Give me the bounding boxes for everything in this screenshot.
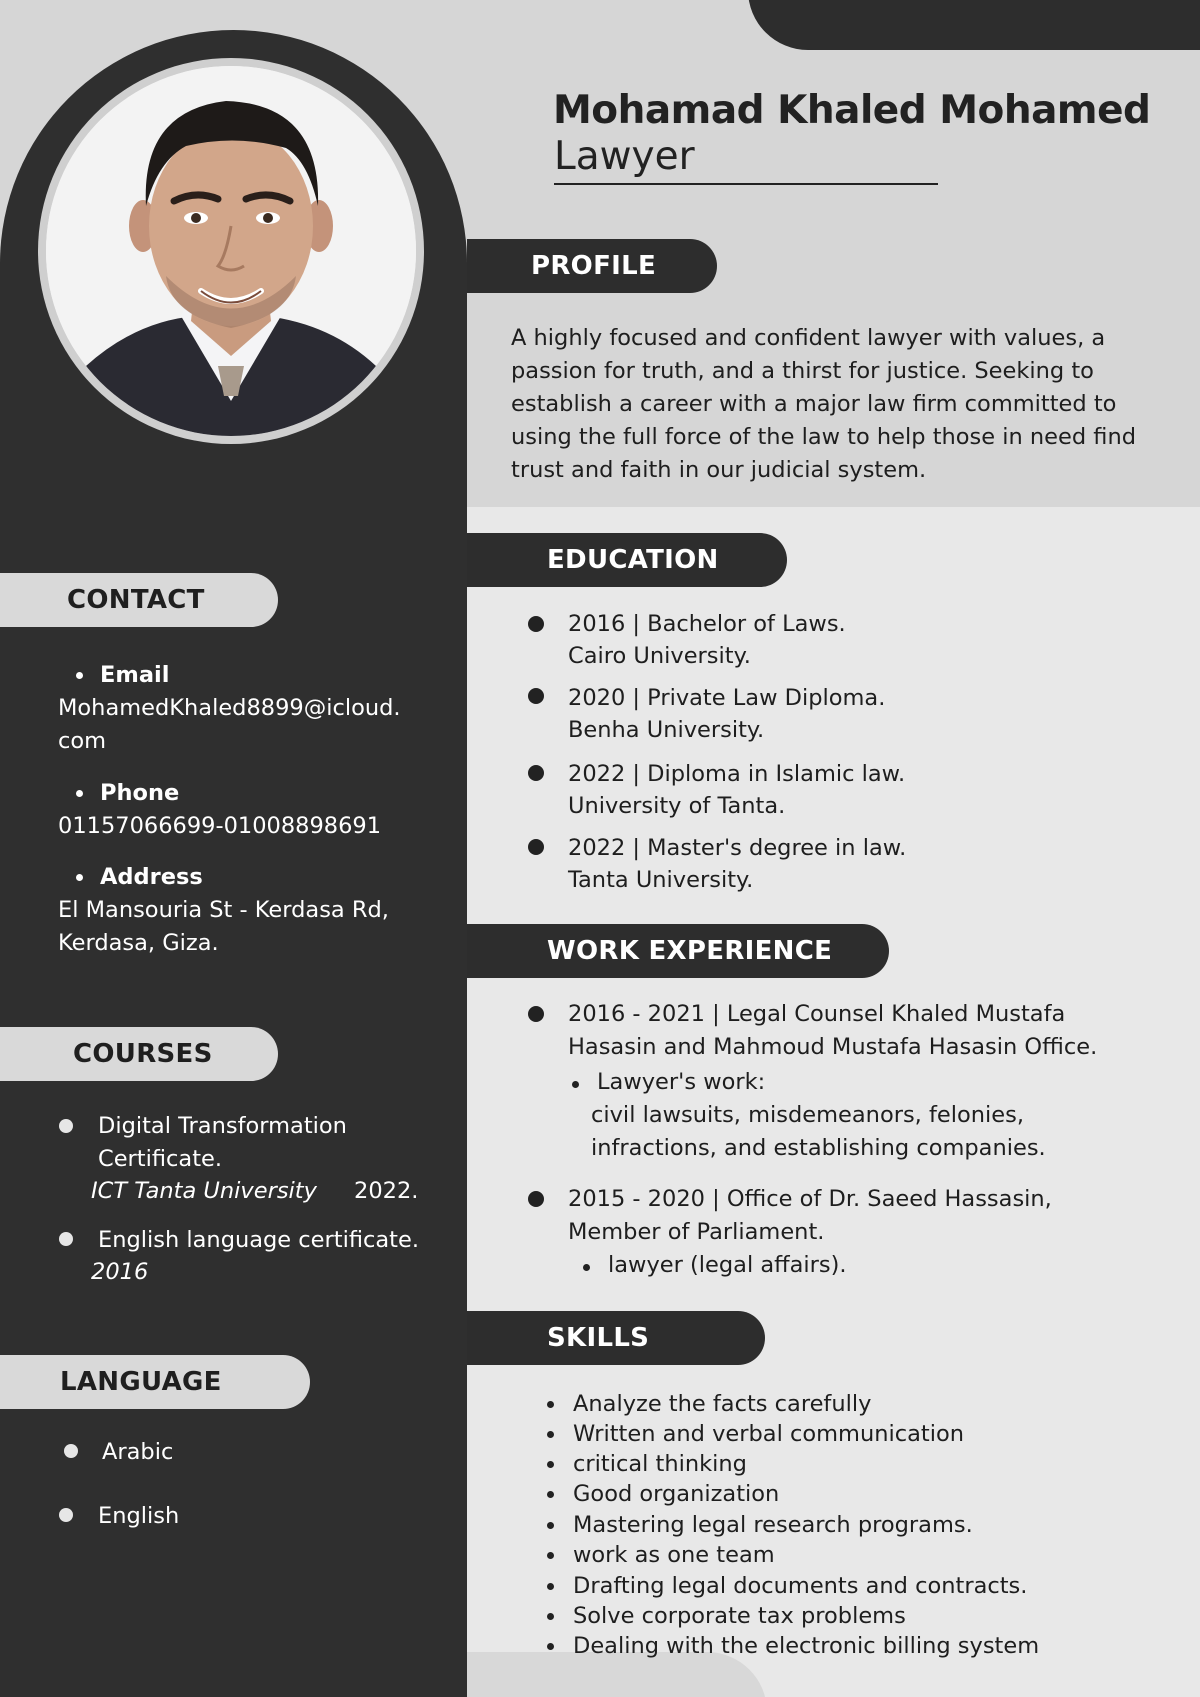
sub-bullet-icon bbox=[572, 1081, 579, 1088]
bullet-icon bbox=[547, 1643, 554, 1650]
skill-item: Good organization bbox=[573, 1481, 780, 1507]
sub-bullet-icon bbox=[583, 1264, 590, 1271]
course-title: Digital Transformation bbox=[98, 1113, 347, 1139]
skills-heading: SKILLS bbox=[467, 1311, 765, 1365]
address-line: El Mansouria St - Kerdasa Rd, bbox=[58, 897, 389, 923]
education-item-line: 2022 | Master's degree in law. bbox=[568, 835, 907, 861]
email-label: Email bbox=[100, 662, 170, 688]
profile-text: A highly focused and confident lawyer with values, a passion for truth, and a thirst for justice. Seeking to establish a career with a major law firm committed to using the full force of the law to help those in need find trust and faith in our judicial system. bbox=[511, 325, 1137, 483]
bullet-icon bbox=[547, 1491, 554, 1498]
job-title: Lawyer bbox=[554, 134, 695, 179]
education-item-school: Cairo University. bbox=[568, 643, 751, 669]
education-item-school: University of Tanta. bbox=[568, 793, 786, 819]
bullet-icon bbox=[547, 1583, 554, 1590]
education-item-line: 2022 | Diploma in Islamic law. bbox=[568, 761, 906, 787]
education-item-line: 2016 | Bachelor of Laws. bbox=[568, 611, 846, 637]
language-item: Arabic bbox=[102, 1439, 174, 1465]
work-item-line: Member of Parliament. bbox=[568, 1219, 825, 1245]
portrait-image bbox=[46, 66, 416, 436]
bullet-icon bbox=[59, 1232, 73, 1246]
courses-heading: COURSES bbox=[0, 1027, 278, 1081]
language-item: English bbox=[98, 1503, 180, 1529]
address-label: Address bbox=[100, 864, 203, 890]
work-item-sub-title: lawyer (legal affairs). bbox=[608, 1252, 847, 1278]
bullet-icon bbox=[528, 1006, 544, 1022]
bullet-icon bbox=[547, 1613, 554, 1620]
bullet-icon bbox=[528, 688, 544, 704]
course-year: 2016 bbox=[91, 1259, 149, 1285]
bullet-icon bbox=[547, 1522, 554, 1529]
person-name: Mohamad Khaled Mohamed bbox=[553, 88, 1151, 133]
work-item-line: 2015 - 2020 | Office of Dr. Saeed Hassasin, bbox=[568, 1186, 1052, 1212]
bullet-icon bbox=[547, 1431, 554, 1438]
bullet-icon bbox=[528, 839, 544, 855]
skill-item: Written and verbal communication bbox=[573, 1421, 965, 1447]
bullet-icon bbox=[547, 1461, 554, 1468]
bullet-icon bbox=[528, 1191, 544, 1207]
email-value[interactable]: MohamedKhaled8899@icloud. bbox=[58, 695, 401, 721]
bullet-icon bbox=[59, 1508, 73, 1522]
bullet-icon bbox=[76, 672, 83, 679]
phone-value[interactable]: 01157066699-01008898691 bbox=[58, 813, 382, 839]
language-heading: LANGUAGE bbox=[0, 1355, 310, 1409]
education-item-line: 2020 | Private Law Diploma. bbox=[568, 685, 886, 711]
phone-label: Phone bbox=[100, 780, 180, 806]
bullet-icon bbox=[64, 1444, 78, 1458]
course-year: 2022. bbox=[354, 1178, 419, 1204]
work-item-sub-title: Lawyer's work: bbox=[597, 1069, 766, 1095]
bullet-icon bbox=[547, 1401, 554, 1408]
avatar bbox=[46, 66, 416, 436]
skill-item: work as one team bbox=[573, 1542, 775, 1568]
skill-item: Drafting legal documents and contracts. bbox=[573, 1573, 1028, 1599]
work-item-line: Hasasin and Mahmoud Mustafa Hasasin Office. bbox=[568, 1034, 1098, 1060]
bullet-icon bbox=[76, 874, 83, 881]
bullet-icon bbox=[76, 790, 83, 797]
work-item-line: 2016 - 2021 | Legal Counsel Khaled Mustafa bbox=[568, 1001, 1066, 1027]
profile-heading: PROFILE bbox=[467, 239, 717, 293]
skill-item: critical thinking bbox=[573, 1451, 747, 1477]
decorative-bar bbox=[748, 0, 1200, 50]
bullet-icon bbox=[59, 1119, 73, 1133]
education-heading: EDUCATION bbox=[467, 533, 787, 587]
bullet-icon bbox=[547, 1552, 554, 1559]
work-item-sub-line: infractions, and establishing companies. bbox=[591, 1135, 1046, 1161]
skill-item: Analyze the facts carefully bbox=[573, 1391, 872, 1417]
skill-item: Mastering legal research programs. bbox=[573, 1512, 973, 1538]
education-item-school: Benha University. bbox=[568, 717, 765, 743]
email-value-continued[interactable]: com bbox=[58, 728, 107, 754]
work-item-sub-line: civil lawsuits, misdemeanors, felonies, bbox=[591, 1102, 1024, 1128]
title-underline bbox=[554, 183, 938, 185]
course-title: English language certificate. bbox=[98, 1227, 419, 1253]
skill-item: Dealing with the electronic billing system bbox=[573, 1633, 1040, 1659]
contact-heading: CONTACT bbox=[0, 573, 278, 627]
bullet-icon bbox=[528, 765, 544, 781]
skill-item: Solve corporate tax problems bbox=[573, 1603, 906, 1629]
education-item-school: Tanta University. bbox=[568, 867, 754, 893]
work-experience-heading: WORK EXPERIENCE bbox=[467, 924, 889, 978]
course-title: Certificate. bbox=[98, 1146, 223, 1172]
course-issuer: ICT Tanta University bbox=[91, 1178, 317, 1204]
bullet-icon bbox=[528, 616, 544, 632]
address-line: Kerdasa, Giza. bbox=[58, 930, 219, 956]
